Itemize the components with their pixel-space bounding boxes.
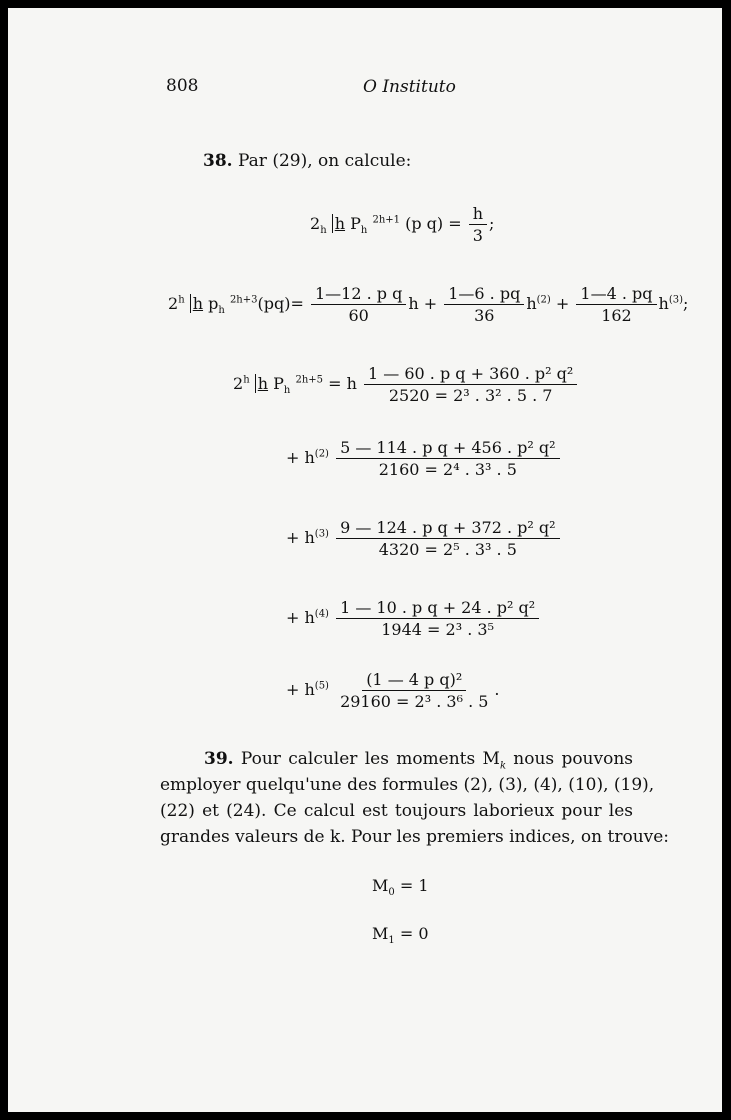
eq2-lhs-sup: h (178, 294, 185, 306)
eq2-frac3 (576, 284, 656, 325)
equation-4 (286, 438, 562, 479)
eq2-t3-sup: (3) (668, 294, 683, 306)
eq1-den: 3 (472, 226, 483, 245)
eq5-pre-sup: (3) (314, 528, 329, 540)
eq2-p-sub: h (218, 305, 225, 317)
eq2-frac1 (311, 284, 406, 325)
eq2-t3-h: h (658, 294, 669, 313)
moment-1 (372, 924, 429, 946)
eq1-factorial: h (332, 214, 345, 233)
moment-0 (372, 876, 429, 898)
eq7-tail: . (494, 680, 500, 699)
eq7-pre-sup: (5) (314, 680, 329, 692)
eq5-den: 4320 = 2⁵ . 3³ . 5 (378, 540, 517, 559)
eq6-pre: + h (286, 608, 315, 627)
eq3-p-sup: 2h+5 (295, 374, 323, 386)
eq5-num: 9 — 124 . p q + 372 . p² q² (336, 518, 560, 539)
eq2-t1-h: h + (408, 294, 438, 313)
page-number: 808 (166, 76, 199, 96)
eq1-lhs-sub: h (320, 225, 327, 237)
eq7-num: (1 — 4 p q)² (362, 670, 466, 691)
eq2-arg: (pq)= (257, 294, 304, 313)
eq6-fraction (336, 598, 539, 639)
eq6-den: 1944 = 2³ . 3⁵ (381, 620, 494, 639)
eq1-p: P (350, 214, 361, 233)
eq6-num: 1 — 10 . p q + 24 . p² q² (336, 598, 539, 619)
eq3-num: 1 — 60 . p q + 360 . p² q² (364, 364, 577, 385)
eq2-tail: ; (683, 294, 689, 313)
m0-value: = 1 (399, 876, 429, 895)
eq2-frac1-den: 60 (348, 306, 369, 325)
eq4-fraction (336, 438, 560, 479)
section-39-line-4: grandes valeurs de k. Pour les premiers indices, on trouve: (160, 827, 670, 847)
eq3-lhs-sup: h (243, 374, 250, 386)
eq5-fraction (336, 518, 560, 559)
equation-1 (310, 204, 494, 245)
eq2-factorial: h (190, 294, 203, 313)
section-38-text: Par (29), on calcule: (237, 151, 412, 171)
eq7-den: 29160 = 2³ . 3⁶ . 5 (340, 692, 489, 711)
eq1-p-sub: h (360, 225, 368, 237)
m1-m: M (372, 924, 389, 943)
eq6-pre-sup: (4) (314, 608, 329, 620)
eq3-fraction (364, 364, 577, 405)
eq3-factorial: h (255, 374, 268, 393)
eq2-frac2 (444, 284, 524, 325)
section-39-text-1: Pour calculer les moments M (240, 749, 500, 769)
section-38-intro (203, 148, 411, 174)
eq2-p: p (208, 294, 219, 313)
eq7-pre: + h (286, 680, 315, 699)
eq2-plus: + (555, 294, 570, 313)
eq2-frac2-den: 36 (474, 306, 495, 325)
section-39-text-1-end: nous pouvons (513, 749, 634, 769)
eq1-fraction (469, 204, 487, 245)
equation-6 (286, 598, 541, 639)
section-39-line-2: employer quelqu'une des formules (2), (3), (4), (10), (19), (160, 775, 655, 795)
eq2-frac3-num: 1—4 . pq (576, 284, 656, 305)
section-39-number: 39. (204, 749, 234, 769)
eq2-frac1-num: 1—12 . p q (311, 284, 406, 305)
eq4-den: 2160 = 2⁴ . 3³ . 5 (378, 460, 517, 479)
eq2-p-sup: 2h+3 (229, 294, 258, 306)
eq2-lhs: 2 (168, 294, 179, 313)
equation-2 (168, 284, 688, 325)
eq2-frac2-num: 1—6 . pq (444, 284, 524, 305)
eq1-arg: (p q) = (405, 214, 462, 233)
eq3-p-sub: h (283, 385, 291, 397)
eq1-lhs: 2 (310, 214, 321, 233)
eq4-pre: + h (286, 448, 315, 467)
eq2-frac3-den: 162 (601, 306, 632, 325)
eq1-p-sup: 2h+1 (372, 214, 400, 226)
eq3-equals: = h (328, 374, 357, 393)
eq5-pre: + h (286, 528, 315, 547)
m0-m: M (372, 876, 389, 895)
eq3-p: P (273, 374, 284, 393)
eq2-t2-h: h (526, 294, 537, 313)
equation-7 (286, 670, 500, 711)
eq1-tail: ; (489, 214, 495, 233)
m1-value: = 0 (399, 924, 429, 943)
journal-title: O Instituto (363, 77, 456, 97)
eq1-num: h (469, 204, 487, 225)
page (8, 8, 722, 1112)
eq4-num: 5 — 114 . p q + 456 . p² q² (336, 438, 560, 459)
eq2-t2-sup: (2) (536, 294, 551, 306)
equation-5 (286, 518, 562, 559)
equation-3 (233, 364, 579, 405)
m1-sub: 1 (388, 935, 395, 947)
eq3-lhs: 2 (233, 374, 244, 393)
section-39-sub-k: k (499, 760, 506, 772)
m0-sub: 0 (388, 887, 395, 899)
eq3-den: 2520 = 2³ . 3² . 5 . 7 (388, 386, 553, 405)
section-38-number: 38. (203, 151, 233, 171)
eq7-fraction (336, 670, 492, 711)
section-39-line-3: (22) et (24). Ce calcul est toujours laborieux pour les (160, 801, 633, 821)
eq4-pre-sup: (2) (314, 448, 329, 460)
